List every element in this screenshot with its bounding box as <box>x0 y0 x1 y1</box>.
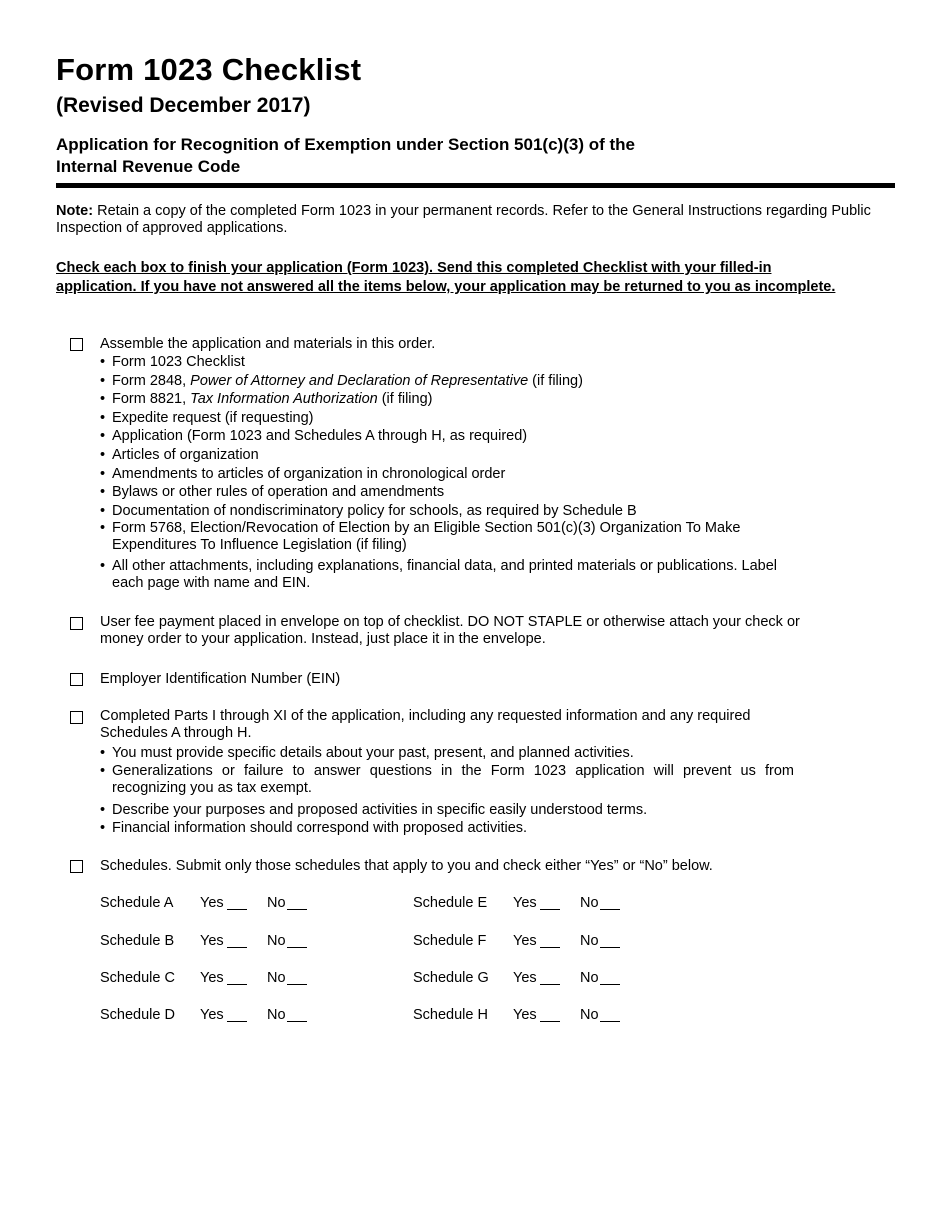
list-item: • Generalizations or failure to answer questions in the Form 1023 application will prevent us from recognizing you as tax exempt. <box>100 763 794 797</box>
schedule-c-yes[interactable]: Yes <box>200 970 224 986</box>
subtitle-line-1: Application for Recognition of Exemption under Section 501(c)(3) of the <box>56 135 635 154</box>
schedule-h-no[interactable]: No <box>580 1007 599 1023</box>
schedule-e-yes[interactable]: Yes <box>513 895 537 911</box>
list-item: • Financial information should correspond with proposed activities. <box>100 819 794 838</box>
schedule-b-label: Schedule B <box>100 933 175 949</box>
schedule-b-no[interactable]: No <box>267 933 286 949</box>
schedule-e-no[interactable]: No <box>580 895 599 911</box>
list-item: • Form 2848, Power of Attorney and Declaration of Representative (if filing) <box>100 372 800 391</box>
user-fee-label: User fee payment placed in envelope on top of checklist. DO NOT STAPLE or otherwise attach your check or money order to your application. Instead, just place it in the envelope. <box>100 614 800 647</box>
completed-parts-checkbox[interactable] <box>70 711 83 724</box>
schedule-d-yes[interactable]: Yes <box>200 1007 224 1023</box>
schedule-d-no[interactable]: No <box>267 1007 286 1023</box>
assemble-checkbox[interactable] <box>70 338 83 351</box>
list-item: • Form 8821, Tax Information Authorization (if filing) <box>100 390 800 409</box>
revision-date: (Revised December 2017) <box>56 94 311 117</box>
note-paragraph <box>56 203 896 237</box>
list-item: • Form 5768, Election/Revocation of Election by an Eligible Section 501(c)(3) Organization To Make Expenditures To Influence Legislation (if filing) <box>100 520 800 554</box>
list-item: • All other attachments, including explanations, financial data, and printed materials or publications. Label each page with name and EIN. <box>100 558 800 592</box>
list-item: • Form 1023 Checklist <box>100 353 800 372</box>
schedule-row <box>100 933 800 953</box>
schedule-f-no[interactable]: No <box>580 933 599 949</box>
schedule-g-label: Schedule G <box>413 970 489 986</box>
schedule-b-yes[interactable]: Yes <box>200 933 224 949</box>
assemble-bullet-list <box>100 353 800 596</box>
schedule-row <box>100 895 800 915</box>
schedule-c-label: Schedule C <box>100 970 175 986</box>
schedule-h-label: Schedule H <box>413 1007 488 1023</box>
completed-parts-label: Completed Parts I through XI of the application, including any requested information and any required Schedules A through H. <box>100 708 751 741</box>
schedule-e-label: Schedule E <box>413 895 488 911</box>
schedule-row <box>100 1007 800 1027</box>
checklist-instructions: Check each box to finish your application (Form 1023). Send this completed Checklist with your filled-in application. If you have not answered all the items below, your application may be returned to you as incomplete. <box>56 260 836 295</box>
note-label: Note: <box>56 203 94 219</box>
list-item: • Expedite request (if requesting) <box>100 409 800 428</box>
ein-label: Employer Identification Number (EIN) <box>100 671 341 687</box>
list-item: • Application (Form 1023 and Schedules A through H, as required) <box>100 427 800 446</box>
schedule-g-no[interactable]: No <box>580 970 599 986</box>
schedule-a-yes[interactable]: Yes <box>200 895 224 911</box>
schedule-a-label: Schedule A <box>100 895 174 911</box>
list-item: • Amendments to articles of organization in chronological order <box>100 465 800 484</box>
list-item: • Bylaws or other rules of operation and amendments <box>100 483 800 502</box>
list-item: • Articles of organization <box>100 446 800 465</box>
schedule-h-yes[interactable]: Yes <box>513 1007 537 1023</box>
subtitle-line-2: Internal Revenue Code <box>56 157 241 176</box>
assemble-label: Assemble the application and materials in this order. <box>100 336 436 352</box>
schedule-g-yes[interactable]: Yes <box>513 970 537 986</box>
ein-checkbox[interactable] <box>70 673 83 686</box>
form-subtitle <box>56 134 756 178</box>
header-divider <box>56 183 895 188</box>
completed-parts-bullet-list <box>100 744 794 838</box>
schedules-checkbox[interactable] <box>70 860 83 873</box>
schedule-f-label: Schedule F <box>413 933 487 949</box>
user-fee-checkbox[interactable] <box>70 617 83 630</box>
page-title: Form 1023 Checklist <box>56 52 362 87</box>
schedule-d-label: Schedule D <box>100 1007 175 1023</box>
note-text: Retain a copy of the completed Form 1023 in your permanent records. Refer to the General Instructions regarding Public Inspection of approved applications. <box>56 203 871 236</box>
list-item: • Documentation of nondiscriminatory policy for schools, as required by Schedule B <box>100 502 800 521</box>
schedule-a-no[interactable]: No <box>267 895 286 911</box>
schedules-label: Schedules. Submit only those schedules that apply to you and check either “Yes” or “No” below. <box>100 858 713 874</box>
schedule-c-no[interactable]: No <box>267 970 286 986</box>
list-item: • You must provide specific details about your past, present, and planned activities. <box>100 744 794 763</box>
schedule-row <box>100 970 800 990</box>
list-item: • Describe your purposes and proposed activities in specific easily understood terms. <box>100 801 794 820</box>
schedule-f-yes[interactable]: Yes <box>513 933 537 949</box>
